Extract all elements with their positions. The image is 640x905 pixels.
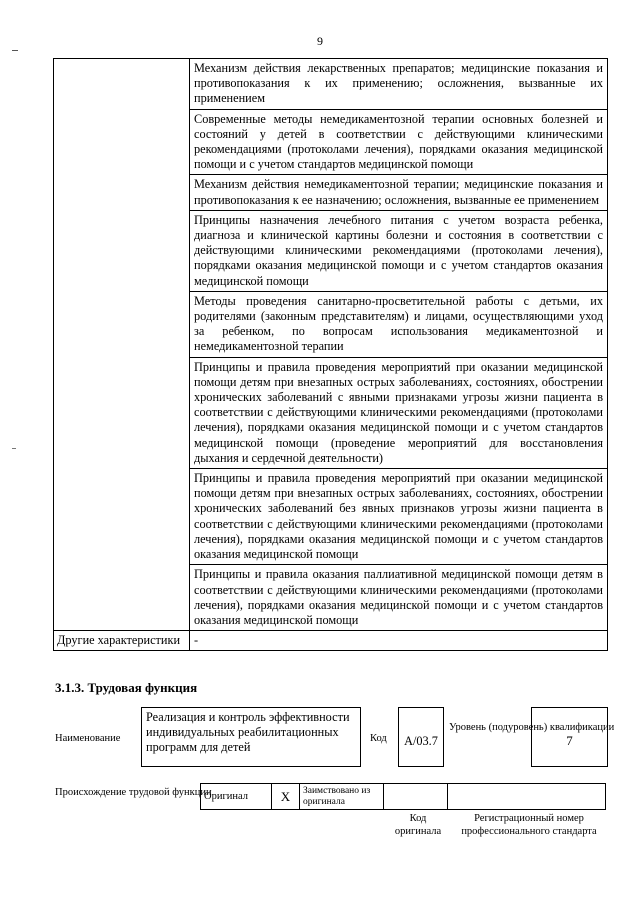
table-row-other bbox=[54, 631, 608, 651]
page-number: 9 bbox=[317, 34, 323, 48]
level-box: 7 bbox=[531, 707, 608, 767]
table-cell: Принципы назначения лечебного питания с учетом возраста ребенка, диагноза и клинической картины болезни и состояния в соответствии с действующими клиническими рекомендациями (протоколами лечения), порядками оказания медицинской помощи и с учетом стандартов оказания медицинской помощи bbox=[190, 210, 608, 291]
original-mark: X bbox=[272, 784, 300, 810]
table-cell: Принципы и правила проведения мероприятий при оказании медицинской помощи детям при внезапных острых заболеваниях, состояниях, обострении хронических заболеваний без явных признаков угрозы жизни пациента в соответствии с действующими клиническими рекомендациями (протоколами лечения), порядками оказания медицинской помощи и с учетом стандартов оказания медицинской помощи bbox=[190, 469, 608, 565]
function-name-box: Реализация и контроль эффективности индивидуальных реабилитационных программ для детей bbox=[141, 707, 361, 767]
knowledge-table bbox=[53, 58, 608, 651]
code-label: Код bbox=[370, 733, 387, 744]
table-cell: Методы проведения санитарно-просветительной работы с детьми, их родителями (законным представителям) и лицами, осуществляющими уход за ребенком, по вопросам использования медикаментозной и немедикаментозной терапии bbox=[190, 291, 608, 357]
section-title: 3.1.3. Трудовая функция bbox=[55, 680, 198, 695]
original-code-cell bbox=[384, 784, 448, 810]
borrowed-label: Заимствовано из оригинала bbox=[300, 784, 384, 810]
table-row bbox=[54, 59, 608, 110]
table-cell: Механизм действия немедикаментозной терапии; медицинские показания и противопоказания к ее назначению; осложнения, вызванные ее применением bbox=[190, 175, 608, 210]
registration-number-cell bbox=[448, 784, 606, 810]
caption-registration: Регистрационный номер профессионального стандарта bbox=[461, 813, 597, 837]
other-characteristics-label: Другие характеристики bbox=[54, 631, 190, 651]
caption-code: Код оригинала bbox=[394, 813, 442, 837]
origin-label: Происхождение трудовой функции bbox=[55, 787, 212, 798]
scan-mark bbox=[12, 50, 18, 51]
level-label: Уровень (подуровень) квалификации bbox=[449, 722, 615, 733]
row-label-cell bbox=[54, 59, 190, 631]
table-cell: Принципы и правила оказания паллиативной медицинской помощи детям в соответствии с действующими клиническими рекомендациями (протоколами лечения), порядками оказания медицинской помощи и с учетом стандартов оказания медицинской помощи bbox=[190, 565, 608, 631]
name-label: Наименование bbox=[55, 733, 121, 744]
scan-mark bbox=[12, 448, 16, 449]
code-box: A/03.7 bbox=[398, 707, 444, 767]
table-cell: Механизм действия лекарственных препаратов; медицинские показания и противопоказания к их применению; осложнения, вызванные их применением bbox=[190, 59, 608, 110]
origin-table bbox=[200, 783, 606, 810]
table-cell: Принципы и правила проведения мероприятий при оказании медицинской помощи детям при внезапных острых заболеваниях, состояниях, обострении хронических заболеваний с явными признаками угрозы жизни пациента в соответствии с действующими клиническими рекомендациями (протоколами лечения), порядками оказания медицинской помощи и с учетом стандартов медицинской помощи (проведение мероприятий для восстановления дыхания и сердечной деятельности) bbox=[190, 357, 608, 468]
original-label: Оригинал bbox=[201, 784, 272, 810]
other-characteristics-value: - bbox=[190, 631, 608, 651]
table-cell: Современные методы немедикаментозной терапии основных болезней и состояний у детей в соответствии с действующими клиническими рекомендациями (протоколами лечения), порядками оказания медицинской помощи и с учетом стандартов медицинской помощи bbox=[190, 109, 608, 175]
